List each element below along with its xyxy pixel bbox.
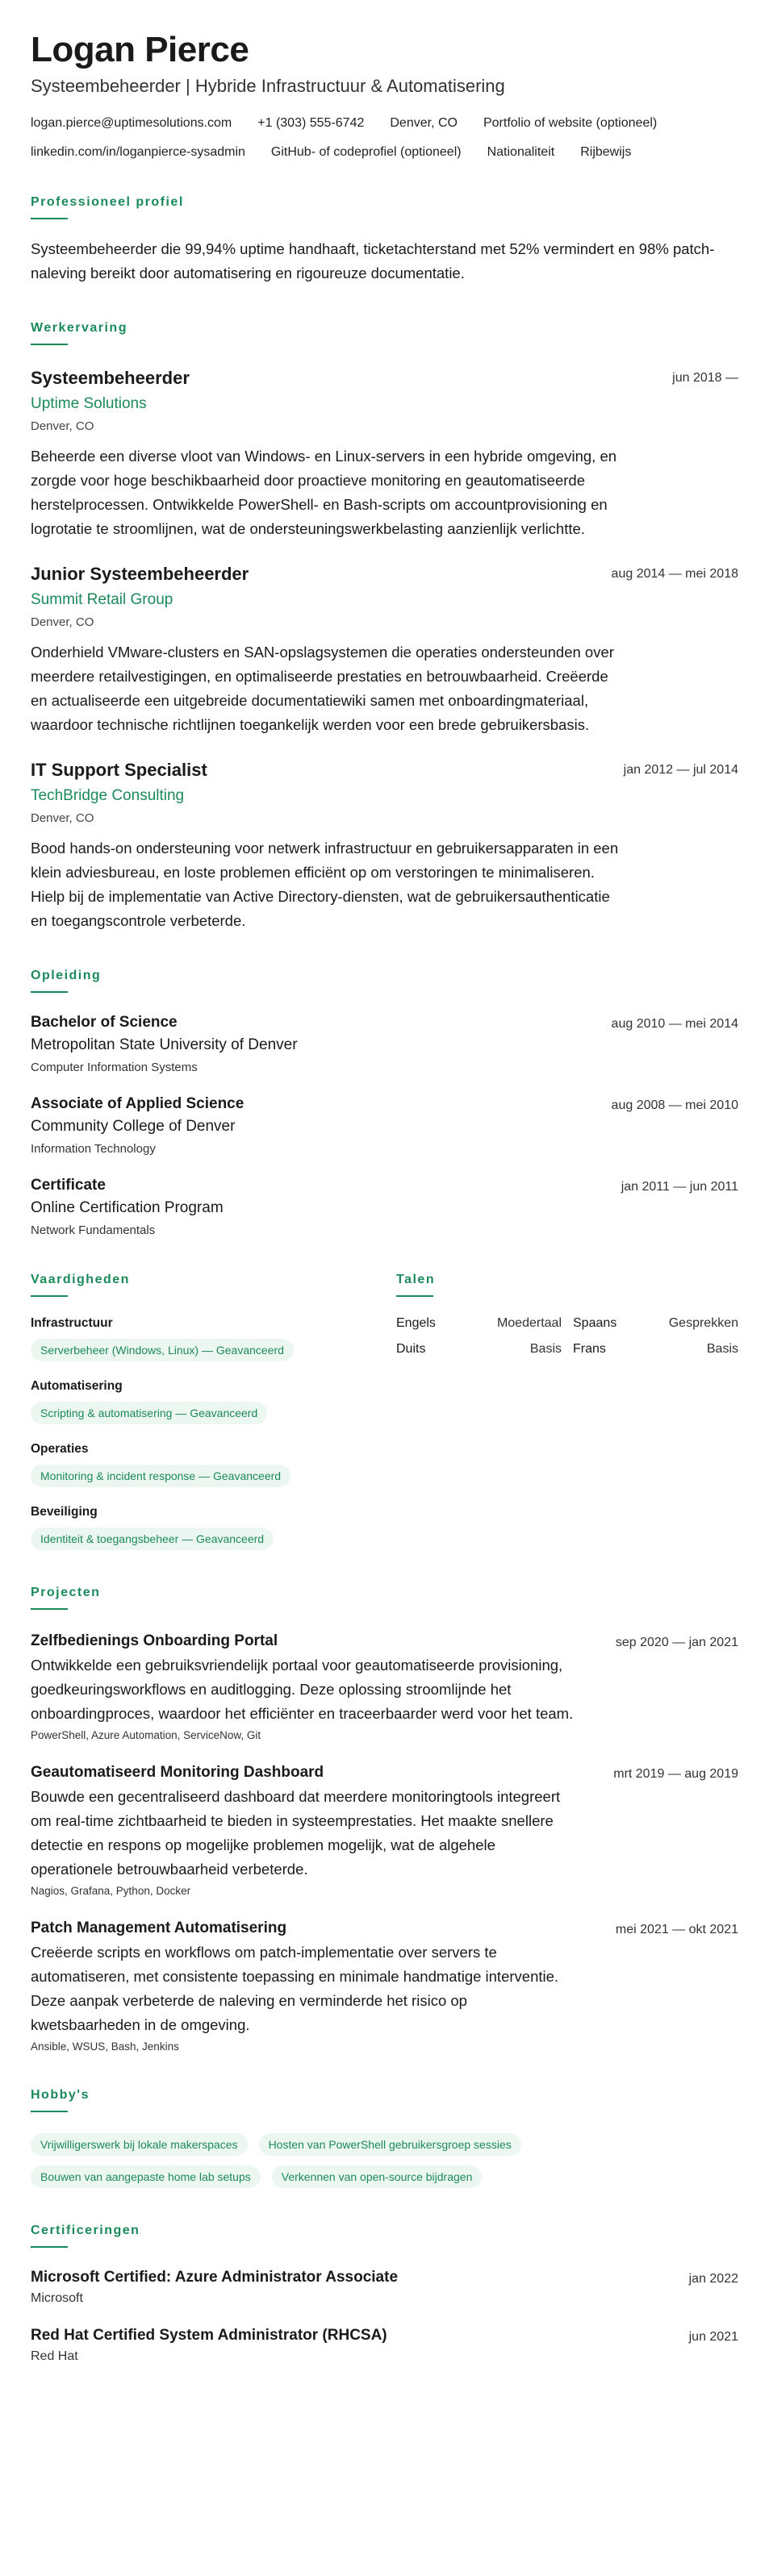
job-location: Denver, CO: [31, 419, 94, 434]
certification-name: Microsoft Certified: Azure Administrator Associate: [31, 2268, 399, 2286]
language-name: Duits: [396, 1341, 426, 1356]
skill-tag: Identiteit & toegangsbeheer — Geavanceerd: [31, 1528, 274, 1550]
section-title: Hobby's: [31, 2087, 90, 2102]
section-title: Werkervaring: [31, 321, 127, 336]
candidate-name: Logan Pierce: [31, 30, 249, 69]
job-date: aug 2014 — mei 2018: [611, 567, 738, 581]
contact-email[interactable]: logan.pierce@uptimesolutions.com: [31, 116, 232, 131]
education-school: Metropolitan State University of Denver: [31, 1036, 298, 1053]
projects-section: [31, 1586, 738, 2053]
section-title: Professioneel profiel: [31, 195, 184, 210]
education-degree: Certificate: [31, 1176, 106, 1194]
section-divider: [396, 1295, 433, 1297]
section-title: Certificeringen: [31, 2223, 140, 2237]
project-tech: PowerShell, Azure Automation, ServiceNow, Git: [31, 1728, 261, 1741]
education-school: Community College of Denver: [31, 1117, 236, 1135]
language-item: [573, 1342, 738, 1357]
contact-license: Rijbewijs: [580, 145, 632, 160]
hobbies-section: [31, 2088, 738, 2188]
project-description: Ontwikkelde een gebruiksvriendelijk portaal voor geautomatiseerde provisioning, goedkeuringsworkflows en auditlogging. Deze oplossing stroomlijnde het onboardingproces, waardoor het efficiënter en traceerbaarder werd voor het team.: [31, 1656, 574, 1722]
language-level: Basis: [529, 1341, 562, 1356]
language-item: [573, 1316, 738, 1331]
skill-tag: Monitoring & incident response — Geavanceerd: [31, 1465, 290, 1487]
certification-date: jun 2021: [688, 2329, 738, 2344]
profile-section: [31, 195, 738, 286]
language-name: Frans: [573, 1341, 606, 1356]
project-date: sep 2020 — jan 2021: [615, 1635, 738, 1649]
section-divider: [31, 218, 68, 219]
job-company: Uptime Solutions: [31, 395, 147, 413]
hobby-tag: Bouwen van aangepaste home lab setups: [31, 2165, 261, 2188]
hobby-tag: Vrijwilligerswerk bij lokale makerspaces: [31, 2133, 248, 2156]
hobby-tag: Hosten van PowerShell gebruikersgroep sessies: [259, 2133, 521, 2156]
section-title: Projecten: [31, 1585, 101, 1599]
section-divider: [31, 2246, 68, 2248]
contact-github[interactable]: GitHub- of codeprofiel (optioneel): [270, 145, 462, 160]
hobby-list: [31, 2124, 596, 2188]
skills-section: [31, 1273, 396, 1550]
section-divider: [31, 991, 68, 993]
skill-category: Infrastructuur: [31, 1315, 113, 1330]
job-description: Bood hands-on ondersteuning voor netwerk infrastructuur en gebruikersapparaten in een klein adviesbureau, en loste problemen efficiënt op om verstoringen te minimaliseren. Hielp bij de implementatie van Active Directory-diensten, wat de gebruikersauthenticatie en toegangscontrole verbeterde.: [31, 840, 619, 929]
contact-phone[interactable]: +1 (303) 555-6742: [257, 116, 365, 131]
contact-linkedin[interactable]: linkedin.com/in/loganpierce-sysadmin: [31, 145, 245, 160]
skills-languages-row: [31, 1273, 738, 1550]
resume-header: [31, 31, 738, 160]
language-item: [396, 1342, 562, 1357]
education-degree: Associate of Applied Science: [31, 1094, 244, 1112]
education-date: jan 2011 — jun 2011: [621, 1179, 738, 1194]
candidate-headline: Systeembeheerder | Hybride Infrastructuur & Automatisering: [31, 76, 505, 97]
education-entry: [31, 1014, 738, 1074]
language-level: Moedertaal: [496, 1315, 562, 1330]
education-entry: [31, 1095, 738, 1156]
section-divider: [31, 344, 68, 345]
section-title: Talen: [396, 1272, 436, 1286]
contact-portfolio[interactable]: Portfolio of website (optioneel): [483, 116, 658, 131]
project-title: Patch Management Automatisering: [31, 1919, 287, 1936]
job-title: Systeembeheerder: [31, 368, 190, 389]
project-date: mei 2021 — okt 2021: [615, 1922, 738, 1936]
certification-name: Red Hat Certified System Administrator (RHCSA): [31, 2326, 387, 2344]
skill-category: Beveiliging: [31, 1504, 98, 1519]
project-tech: Ansible, WSUS, Bash, Jenkins: [31, 2040, 179, 2053]
contact-location: Denver, CO: [390, 116, 458, 131]
education-field: Network Fundamentals: [31, 1223, 156, 1237]
project-entry: [31, 1919, 738, 2053]
education-date: aug 2008 — mei 2010: [611, 1098, 738, 1112]
job-entry: [31, 368, 738, 541]
education-date: aug 2010 — mei 2014: [611, 1016, 738, 1031]
certification-entry: [31, 2327, 738, 2364]
job-entry: [31, 760, 738, 933]
job-description: Beheerde een diverse vloot van Windows- en Linux-servers in een hybride omgeving, en zorgde voor hoge beschikbaarheid door proactieve monitoring en geautomatiseerde herstelprocessen. Ontwikkelde PowerShell- en Bash-scripts om accountprovisioning en logrotatie te stroomlijnen, wat de ondersteuningswerkbelasting aanzienlijk verlichtte.: [31, 448, 617, 538]
project-tech: Nagios, Grafana, Python, Docker: [31, 1884, 191, 1897]
skill-category: Operaties: [31, 1441, 89, 1456]
project-date: mrt 2019 — aug 2019: [613, 1766, 738, 1781]
language-level: Basis: [706, 1341, 738, 1356]
language-level: Gesprekken: [668, 1315, 738, 1330]
section-title: Opleiding: [31, 968, 102, 982]
job-company: TechBridge Consulting: [31, 787, 185, 805]
job-company: Summit Retail Group: [31, 591, 173, 609]
skill-tag: Scripting & automatisering — Geavanceerd: [31, 1402, 267, 1424]
section-divider: [31, 1295, 68, 1297]
skill-category: Automatisering: [31, 1378, 123, 1393]
language-list: [396, 1316, 738, 1357]
project-description: Creëerde scripts en workflows om patch-implementatie over servers te automatiseren, met consistente toepassing en minimale handmatige interventie. Deze aanpak verbeterde de naleving en verminderde het risico op kwetsbaarheden in de omgeving.: [31, 1943, 559, 2033]
section-divider: [31, 2111, 68, 2112]
education-school: Online Certification Program: [31, 1198, 224, 1216]
hobby-tag: Verkennen van open-source bijdragen: [272, 2165, 483, 2188]
certification-issuer: Red Hat: [31, 2349, 78, 2363]
job-description: Onderhield VMware-clusters en SAN-opslagsystemen die operaties ondersteunden over meerdere retailvestigingen, en optimaliseerde prestaties en betrouwbaarheid. Creëerde en actualiseerde een uitgebreide documentatiewiki samen met onboardingmateriaal, waardoor technische richtlijnen toegankelijk werden voor een brede gebruikersbasis.: [31, 644, 614, 734]
project-description: Bouwde een gecentraliseerd dashboard dat meerdere monitoringtools integreert om real-time zichtbaarheid te bieden in systeemprestaties. Het maakte snellere detectie en respons op mogelijke problemen mogelijk, wat de algehele operationele betrouwbaarheid verbeterde.: [31, 1787, 561, 1878]
section-title: Vaardigheden: [31, 1272, 130, 1286]
languages-section: [396, 1273, 738, 1550]
education-section: [31, 969, 738, 1237]
job-location: Denver, CO: [31, 615, 94, 630]
language-name: Engels: [396, 1315, 436, 1330]
job-title: Junior Systeembeheerder: [31, 564, 249, 585]
experience-section: [31, 321, 738, 933]
project-title: Geautomatiseerd Monitoring Dashboard: [31, 1763, 324, 1781]
certification-entry: [31, 2269, 738, 2306]
section-divider: [31, 1608, 68, 1610]
certifications-section: [31, 2224, 738, 2364]
profile-summary: Systeembeheerder die 99,94% uptime handhaaft, ticketachterstand met 52% vermindert en 98% patch-naleving bereikt door automatisering en rigoureuze documentatie.: [31, 240, 715, 282]
education-entry: [31, 1177, 738, 1237]
education-degree: Bachelor of Science: [31, 1013, 178, 1031]
project-entry: [31, 1764, 738, 1897]
project-entry: [31, 1632, 738, 1741]
project-title: Zelfbedienings Onboarding Portal: [31, 1632, 278, 1649]
job-location: Denver, CO: [31, 811, 94, 826]
skill-tag: Serverbeheer (Windows, Linux) — Geavanceerd: [31, 1339, 294, 1361]
certification-date: jan 2022: [688, 2271, 738, 2286]
job-date: jan 2012 — jul 2014: [623, 763, 738, 777]
certification-issuer: Microsoft: [31, 2290, 83, 2305]
job-entry: [31, 564, 738, 737]
job-title: IT Support Specialist: [31, 760, 207, 781]
job-date: jun 2018 —: [672, 371, 738, 386]
contact-nationality: Nationaliteit: [487, 145, 555, 160]
contact-list: [31, 116, 738, 160]
language-name: Spaans: [573, 1315, 617, 1330]
education-field: Information Technology: [31, 1141, 156, 1156]
language-item: [396, 1316, 562, 1331]
education-field: Computer Information Systems: [31, 1060, 198, 1074]
